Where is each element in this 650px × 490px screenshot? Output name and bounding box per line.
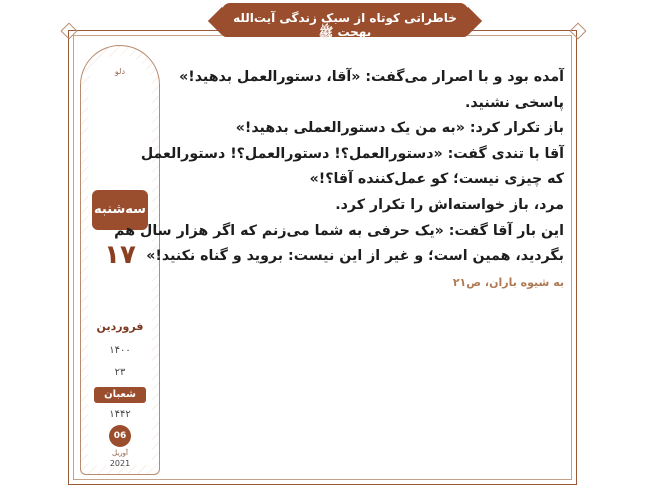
solar-year: ۱۴۰۰ [109,345,131,356]
text-line: این بار آقا گفت: «یک حرفی به شما می‌زنم که اگر هزار سال هم [114,222,564,239]
text-line: مرد، باز خواسته‌اش را تکرار کرد. [335,196,564,213]
gregorian-year: 2021 [109,459,131,468]
lunar-day: ۲۳ [114,367,126,378]
weekday-badge: سه‌شنبه [92,190,148,230]
lunar-month-badge: شعبان [94,387,146,403]
text-line: باز تکرار کرد: «به من یک دستورالعملی بدهید!» [235,120,564,137]
gregorian-month: آوریل [112,449,128,457]
zodiac-label: دلو [114,67,126,76]
text-line: پاسخی نشنید. [464,94,564,111]
text-line: آقا با تندی گفت: «دستورالعمل؟! دستورالعمل؟! دستورالعمل [140,145,564,162]
solar-month: فروردین [96,320,144,333]
day-number: ۱۷ [104,240,136,270]
text-line: بگردید، همین است؛ و غیر از این نیست: بروید و گناه نکنید!» [146,248,564,265]
text-line: آمده بود و با اصرار می‌گفت: «آقا، دستورالعمل بدهید!» [179,69,564,85]
lunar-year: ۱۴۴۲ [109,409,131,420]
header-title: خاطراتی کوتاه از سبک زندگی آیت‌الله بهجت ﷺ [233,11,457,39]
text-line: که چیزی نیست؛ کو عمل‌کننده آقا؟!» [309,171,564,188]
gregorian-day-badge: 06 [109,425,131,447]
source-citation: به شیوه باران، ص۲۱ [452,275,564,289]
header-banner [222,3,468,37]
